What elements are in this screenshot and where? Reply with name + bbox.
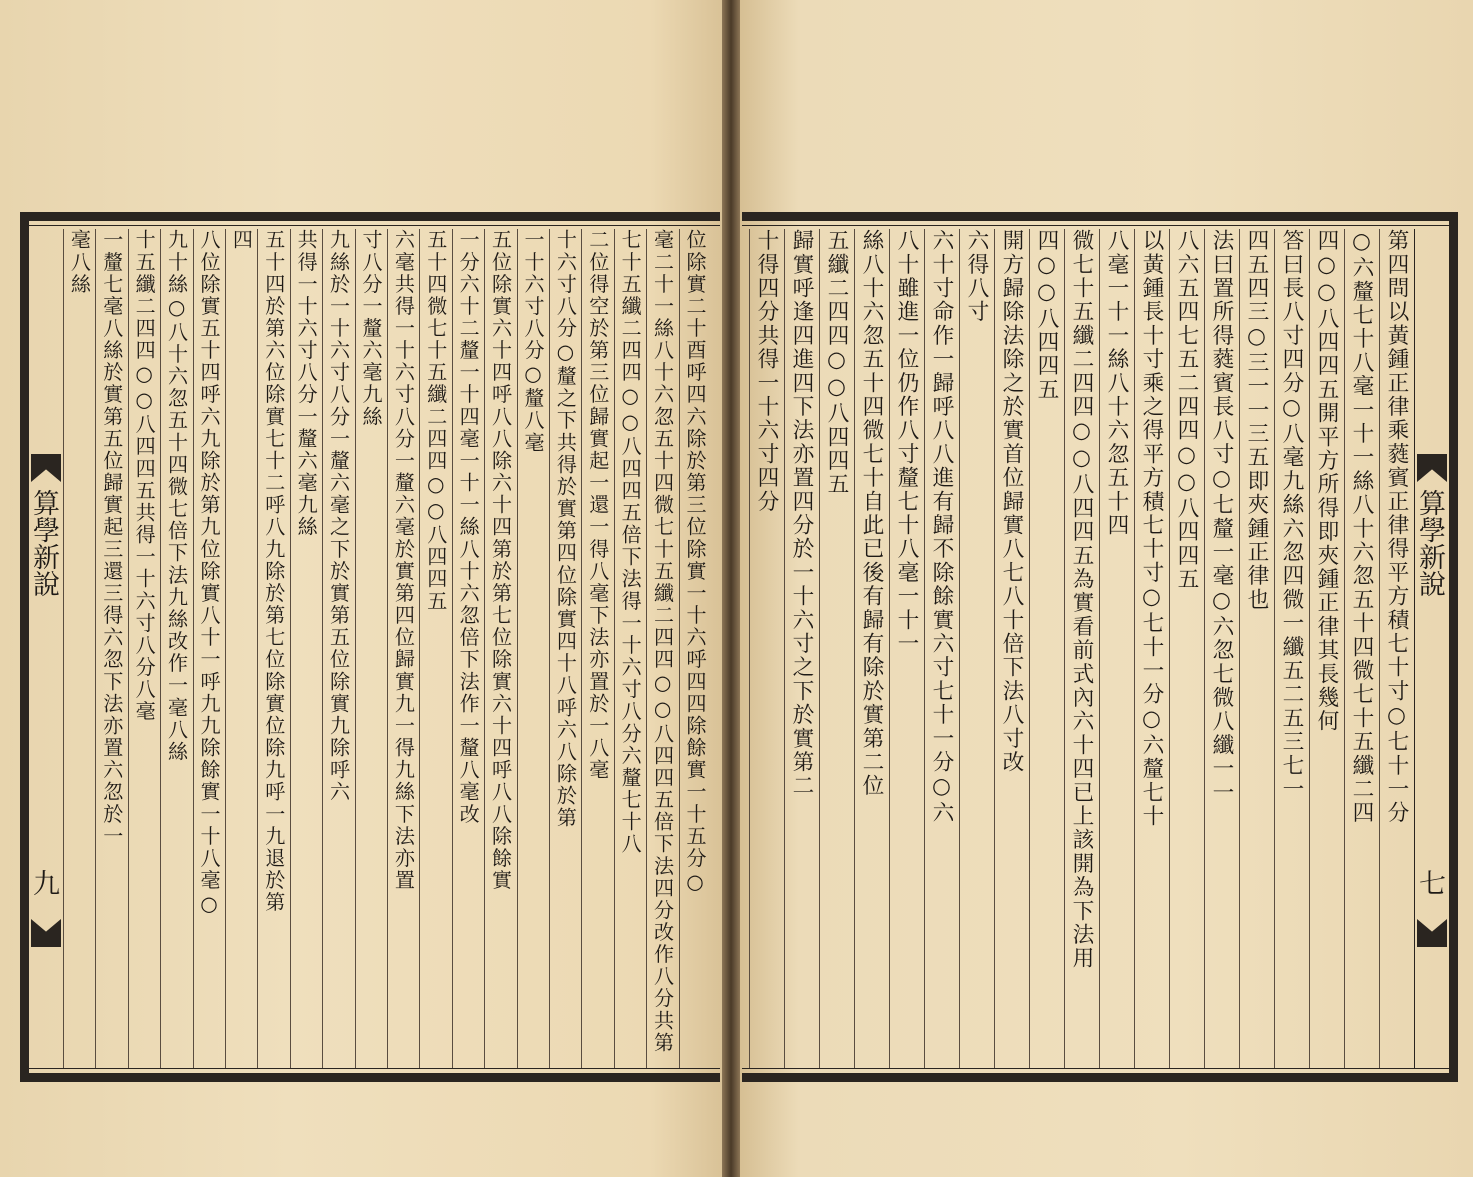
left-page-frame: [20, 212, 720, 1082]
text-column: 六毫共得一十六寸八分一釐六毫於實第四位歸實九一得九絲下法亦置: [391, 229, 416, 892]
column-rule: [193, 229, 194, 1069]
text-column: 毫八絲: [67, 229, 92, 296]
text-column: 八位除實五十四呼六九除於第九位除實八十一呼九九除餘實一十八毫○: [196, 229, 221, 918]
text-column: 答曰長八寸四分○八毫九絲六忽四微一纖五二五三七一: [1279, 229, 1304, 802]
fish-tail-bottom-icon: [1417, 919, 1447, 947]
column-rule: [1309, 229, 1310, 1069]
left-heart-page-number: 九: [28, 869, 59, 896]
column-rule: [1344, 229, 1345, 1069]
column-rule: [959, 229, 960, 1069]
text-column: 五十四微七十五纖二四四○○八四四五: [423, 229, 448, 613]
column-rule: [1029, 229, 1030, 1069]
column-rule: [1204, 229, 1205, 1069]
text-column: 四○○八四四五: [1034, 229, 1059, 402]
right-heart-page-number: 七: [1414, 869, 1445, 896]
text-column: 八六五四七五二四四○○八四四五: [1174, 229, 1199, 592]
column-rule: [1239, 229, 1240, 1069]
column-rule: [549, 229, 550, 1069]
text-column: 九十絲○八十六忽五十四微七倍下法九絲改作一毫八絲: [164, 229, 189, 763]
text-column: 一分六十二釐一十四毫一十一絲八十六忽倍下法作一釐八毫改: [456, 229, 481, 826]
text-column: 共得一十六寸八分一釐六毫九絲: [294, 229, 319, 539]
fish-tail-top-icon: [1417, 454, 1447, 482]
text-column: 八毫一十一絲八十六忽五十四: [1104, 229, 1129, 538]
text-column: 四五四三○三一一三五即夾鍾正律也: [1244, 229, 1269, 612]
column-rule: [1379, 229, 1380, 1069]
column-rule: [924, 229, 925, 1069]
column-rule: [128, 229, 129, 1069]
text-column: 八十雖進一位仍作八寸釐七十八毫一十一: [894, 229, 919, 656]
text-column: 四: [229, 229, 254, 252]
text-column: 歸實呼逢四進四下法亦置四分於一十六寸之下於實第二: [789, 229, 814, 798]
column-rule: [1169, 229, 1170, 1069]
column-rule: [1099, 229, 1100, 1069]
text-column: 以黃鍾長十寸乘之得平方積七十寸○七十一分○六釐七十: [1139, 229, 1164, 829]
column-rule: [646, 229, 647, 1069]
column-rule: [452, 229, 453, 1069]
text-column: 四○○八四四五開平方所得即夾鍾正律其長幾何: [1314, 229, 1339, 734]
column-rule: [1064, 229, 1065, 1069]
text-column: ○六釐七十八毫一十一絲八十六忽五十四微七十五纖二四: [1349, 229, 1374, 825]
column-rule: [225, 229, 226, 1069]
column-rule: [290, 229, 291, 1069]
text-column: 二位得空於第三位歸實起一還一得八毫下法亦置於一八毫: [585, 229, 610, 781]
column-rule: [484, 229, 485, 1069]
column-rule: [819, 229, 820, 1069]
text-column: 絲八十六忽五十四微七十自此已後有歸有除於實第二位: [859, 229, 884, 798]
text-column: 微七十五纖二四四○○八四四五為實看前式內六十四已上該開為下法用: [1069, 229, 1094, 971]
text-column: 第四問以黃鍾正律乘蕤賓正律得平方積七十寸○七十一分: [1384, 229, 1409, 825]
text-column: 寸八分一釐六毫九絲: [358, 229, 383, 428]
text-column: 七十五纖二四四○○八四四五倍下法得一十六寸八分六釐七十八: [618, 229, 643, 856]
text-column: 九絲於一十六寸八分一釐六毫之下於實第五位除實九除呼六: [326, 229, 351, 804]
text-column: 六得八寸: [964, 229, 989, 324]
column-rule: [95, 229, 96, 1069]
column-rule: [387, 229, 388, 1069]
fish-tail-top-icon: [31, 454, 61, 482]
text-column: 六十寸命作一歸呼八八進有歸不除餘實六寸七十一分○六: [929, 229, 954, 825]
column-rule: [854, 229, 855, 1069]
text-column: 一釐七毫八絲於實第五位歸實起三還三得六忽下法亦置六忽於一: [99, 229, 124, 848]
column-rule: [679, 229, 680, 1069]
text-column: 法曰置所得蕤賓長八寸○七釐一毫○六忽七微八纖一一: [1209, 229, 1234, 805]
column-rule: [614, 229, 615, 1069]
column-rule: [63, 229, 64, 1069]
column-rule: [994, 229, 995, 1069]
left-heart-title: 算學新說: [28, 489, 59, 597]
left-block-heart: [29, 229, 64, 1069]
text-column: 十六寸八分○釐之下共得於實第四位除實四十八呼六八除於第: [553, 229, 578, 830]
book-gutter: [722, 0, 740, 1177]
text-column: 十五纖二四四○○八四四五共得一十六寸八分八毫: [132, 229, 157, 723]
column-rule: [355, 229, 356, 1069]
text-column: 一十六寸八分○釐八毫: [520, 229, 545, 454]
column-rule: [1134, 229, 1135, 1069]
column-rule: [1274, 229, 1275, 1069]
column-rule: [257, 229, 258, 1069]
column-rule: [517, 229, 518, 1069]
text-column: 毫二十一絲八十六忽五十四微七十五纖二四四○○八四四五倍下法四分改作八分共第: [650, 229, 675, 1054]
right-page-frame: [742, 212, 1458, 1082]
column-rule: [889, 229, 890, 1069]
text-column: 五十四於第六位除實七十二呼八九除於第七位除實位除九呼一九退於第: [261, 229, 286, 914]
column-rule: [581, 229, 582, 1069]
right-heart-title: 算學新說: [1414, 489, 1445, 597]
column-rule: [784, 229, 785, 1069]
text-column: 五纖二四四○○八四四五: [824, 229, 849, 497]
column-rule: [749, 229, 750, 1069]
column-rule: [160, 229, 161, 1069]
text-column: 十得四分共得一十六寸四分: [754, 229, 779, 514]
fish-tail-bottom-icon: [31, 919, 61, 947]
text-column: 開方歸除法除之於實首位歸實八七八十倍下法八寸改: [999, 229, 1024, 775]
right-block-heart: [1414, 229, 1449, 1069]
column-rule: [322, 229, 323, 1069]
text-column: 位除實二十酉呼四六除於第三位除實一十六呼四四除餘實一十五分○: [682, 229, 707, 896]
text-column: 五位除實六十四呼八八除六十四第於第七位除實六十四呼八八除餘實: [488, 229, 513, 892]
column-rule: [419, 229, 420, 1069]
